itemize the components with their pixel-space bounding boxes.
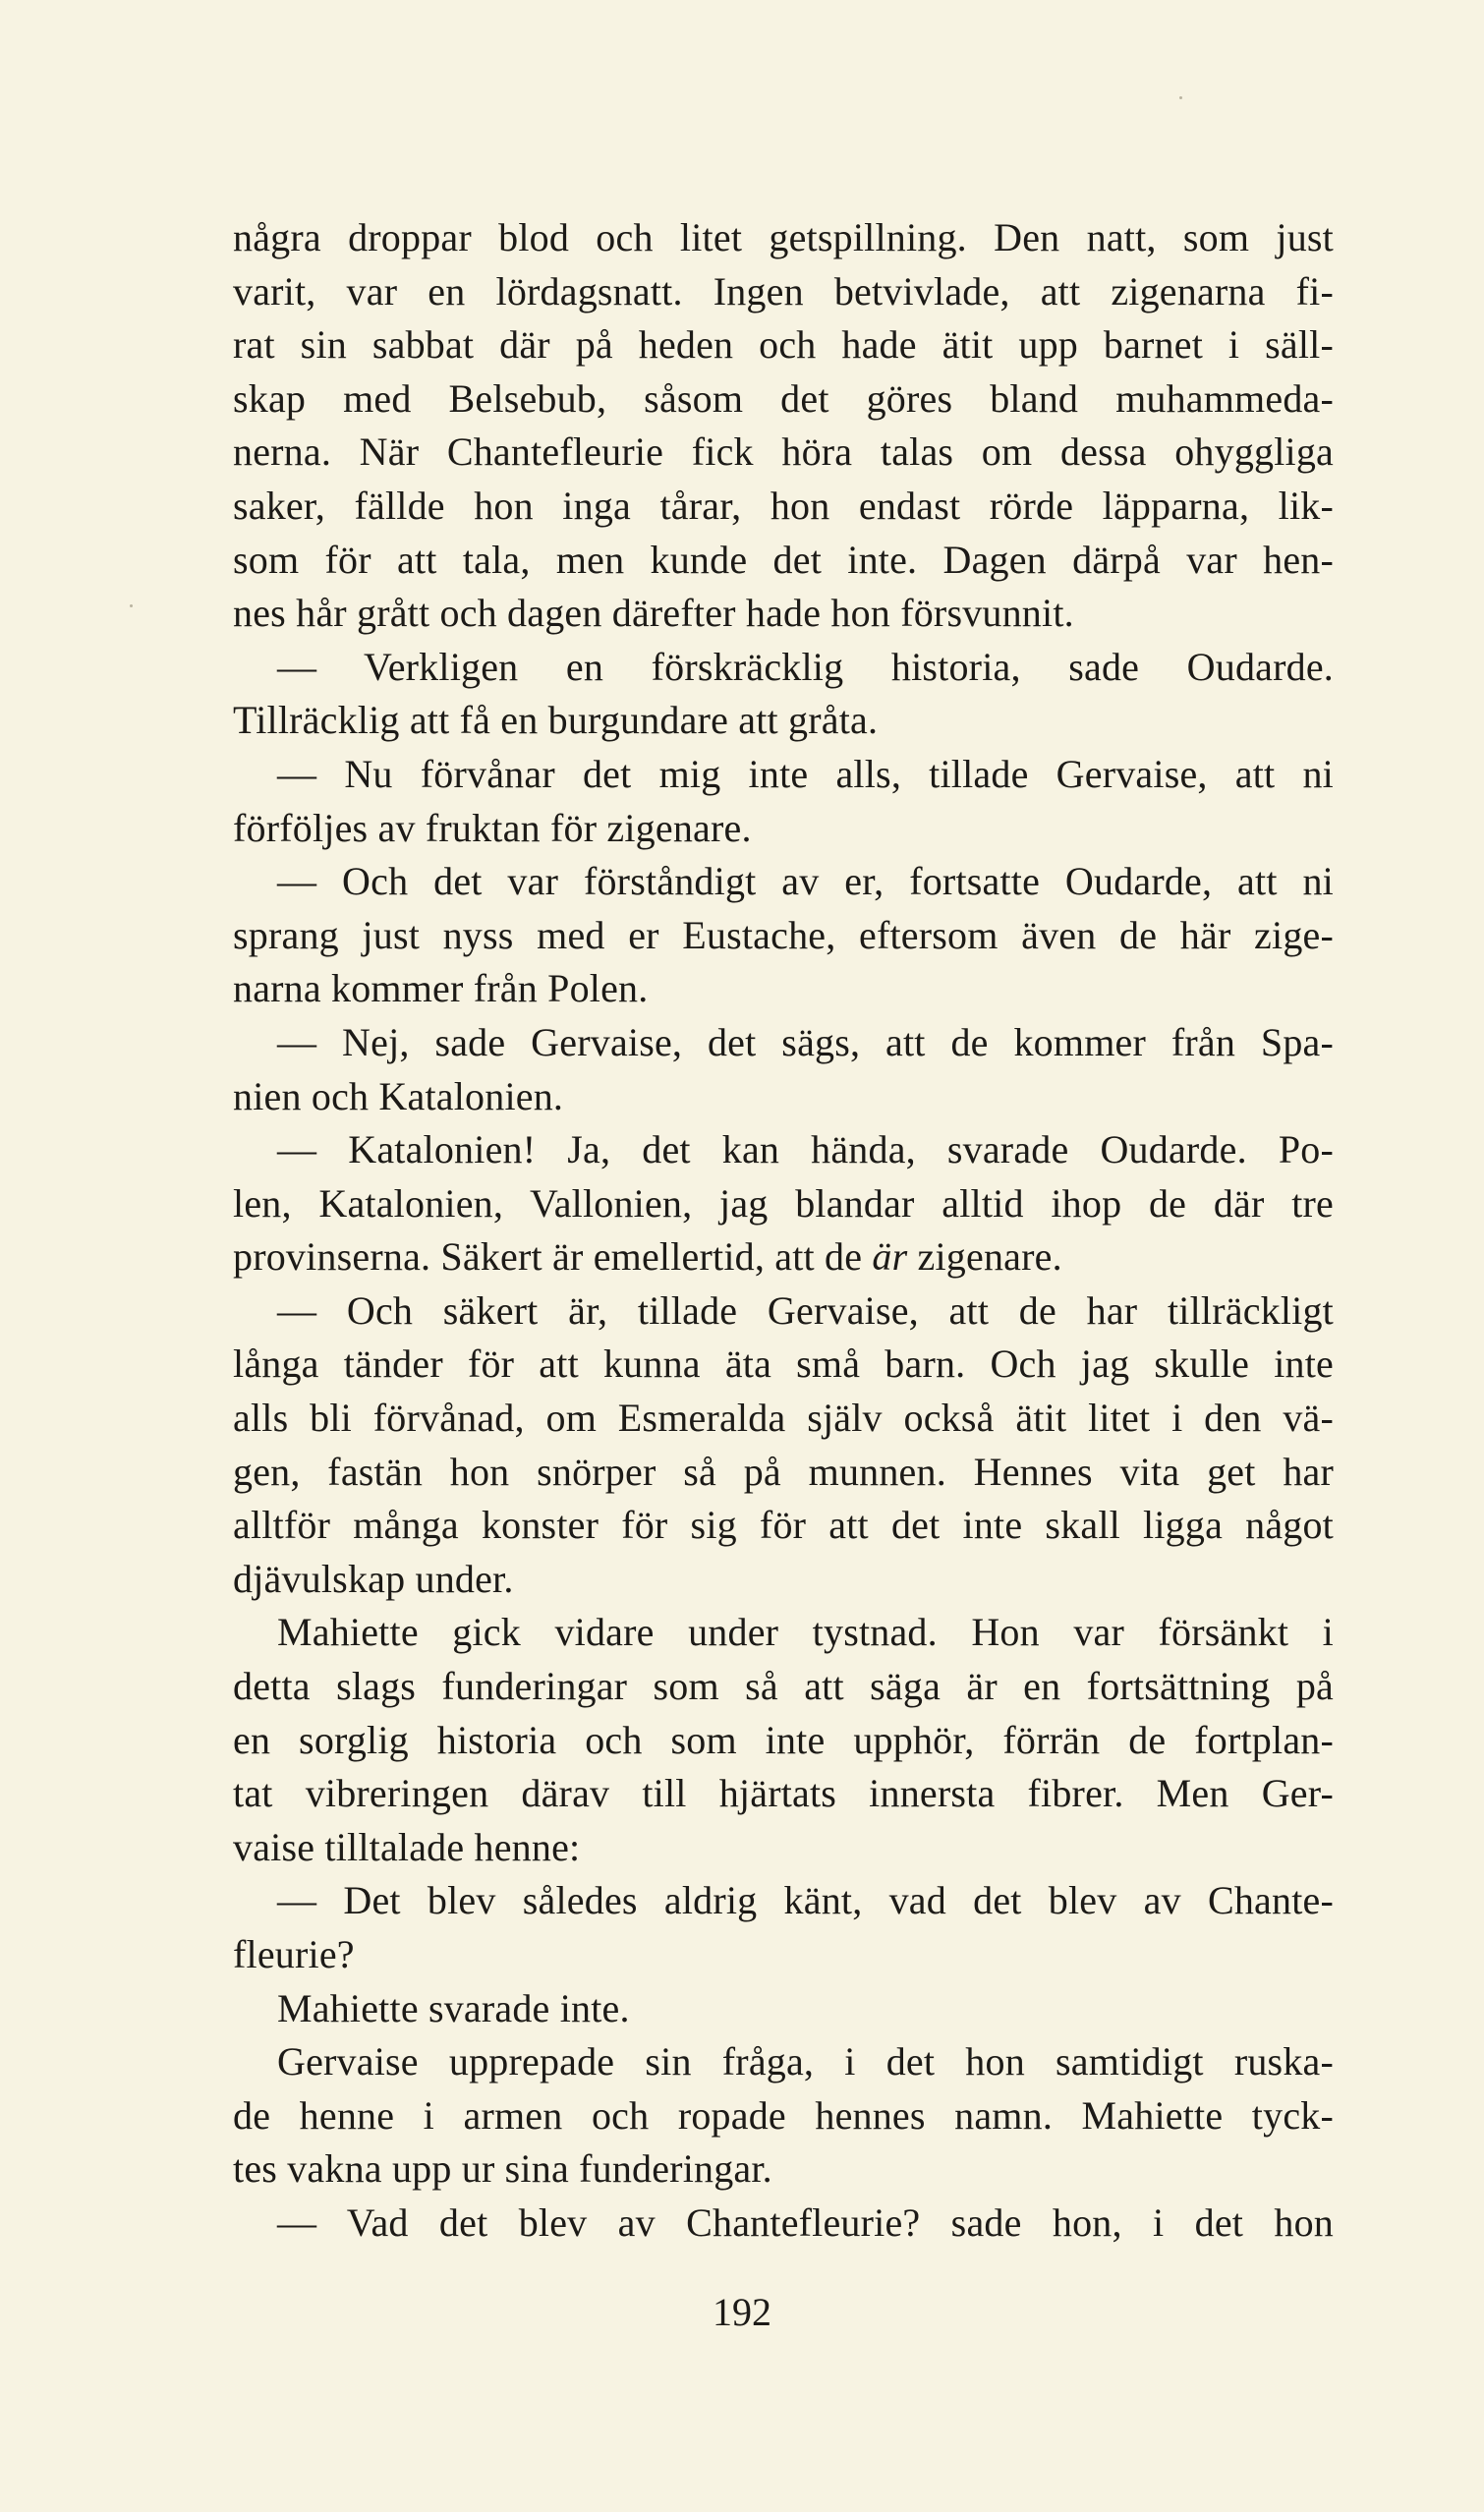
text-line: narna kommer från Polen. [233, 966, 649, 1011]
paper-speck [130, 604, 133, 607]
text-line: — Nej, sade Gervaise, det sägs, att de kommer från Spa- [277, 1019, 1334, 1064]
text-line: nerna. När Chantefleurie fick höra talas om dessa ohyggliga [233, 429, 1334, 475]
text-line: — Nu förvånar det mig inte alls, tillade Gervaise, att ni [277, 751, 1334, 796]
text-line: Gervaise upprepade sin fråga, i det hon samtidigt ruska- [277, 2039, 1334, 2084]
text-line: vaise tilltalade henne: [233, 1824, 581, 1869]
text-line: detta slags funderingar som så att säga är en fortsättning på [233, 1664, 1334, 1709]
text-line: — Och det var förståndigt av er, fortsatte Oudarde, att ni [277, 859, 1334, 904]
text-line: sprang just nyss med er Eustache, eftersom även de här zige- [233, 912, 1334, 957]
text-line: tes vakna upp ur sina funderingar. [233, 2146, 772, 2192]
text-line: saker, fällde hon inga tårar, hon endast rörde läpparna, lik- [233, 483, 1334, 528]
text-line: som för att tala, men kunde det inte. Dagen därpå var hen- [233, 537, 1334, 582]
text-line: långa tänder för att kunna äta små barn. Och jag skulle inte [233, 1342, 1334, 1387]
paper-speck [1179, 96, 1182, 99]
text-line [233, 1230, 1334, 1285]
text-line: — Vad det blev av Chantefleurie? sade hon, i det hon [277, 2199, 1334, 2245]
text-span: provinserna. Säkert är emellertid, att de [233, 1234, 873, 1280]
text-line: en sorglig historia och som inte upphör, förrän de fortplan- [233, 1717, 1334, 1762]
text-line: djävulskap under. [233, 1556, 514, 1601]
text-line: — Det blev således aldrig känt, vad det blev av Chante- [277, 1878, 1334, 1923]
text-line: varit, var en lördagsnatt. Ingen betvivlade, att zigenarna fi- [233, 268, 1334, 314]
italic-word: är [872, 1234, 908, 1280]
text-line: tat vibreringen därav till hjärtats innersta fibrer. Men Ger- [233, 1771, 1334, 1816]
text-line: alltför många konster för sig för att det inte skall ligga något [233, 1503, 1334, 1548]
text-line: fleurie? [233, 1932, 355, 1976]
text-line: förföljes av fruktan för zigenare. [233, 805, 752, 850]
text-line: gen, fastän hon snörper så på munnen. Hennes vita get har [233, 1449, 1334, 1494]
text-line: Tillräcklig att få en burgundare att gråta. [233, 698, 879, 743]
text-line: nes hår grått och dagen därefter hade hon försvunnit. [233, 591, 1074, 636]
text-span: zigenare. [907, 1234, 1062, 1280]
text-line: Mahiette svarade inte. [277, 1985, 630, 2030]
text-line: len, Katalonien, Vallonien, jag blandar alltid ihop de där tre [233, 1180, 1334, 1226]
text-line: — Verkligen en förskräcklig historia, sade Oudarde. [277, 644, 1334, 689]
text-line: nien och Katalonien. [233, 1073, 564, 1118]
body-text [233, 211, 1334, 2251]
text-line: rat sin sabbat där på heden och hade ätit upp barnet i säll- [233, 322, 1334, 368]
text-line: de henne i armen och ropade hennes namn. Mahiette tyck- [233, 2092, 1334, 2138]
page-number: 192 [713, 2290, 771, 2334]
text-line: några droppar blod och litet getspillning. Den natt, som just [233, 215, 1334, 259]
text-line: alls bli förvånad, om Esmeralda själv också ätit litet i den vä- [233, 1396, 1334, 1441]
text-line: Mahiette gick vidare under tystnad. Hon var försänkt i [277, 1610, 1334, 1655]
text-line: — Katalonien! Ja, det kan hända, svarade Oudarde. Po- [277, 1127, 1334, 1172]
text-line: skap med Belsebub, såsom det göres bland muhammeda- [233, 375, 1334, 421]
text-line: — Och säkert är, tillade Gervaise, att de har tillräckligt [277, 1287, 1334, 1333]
